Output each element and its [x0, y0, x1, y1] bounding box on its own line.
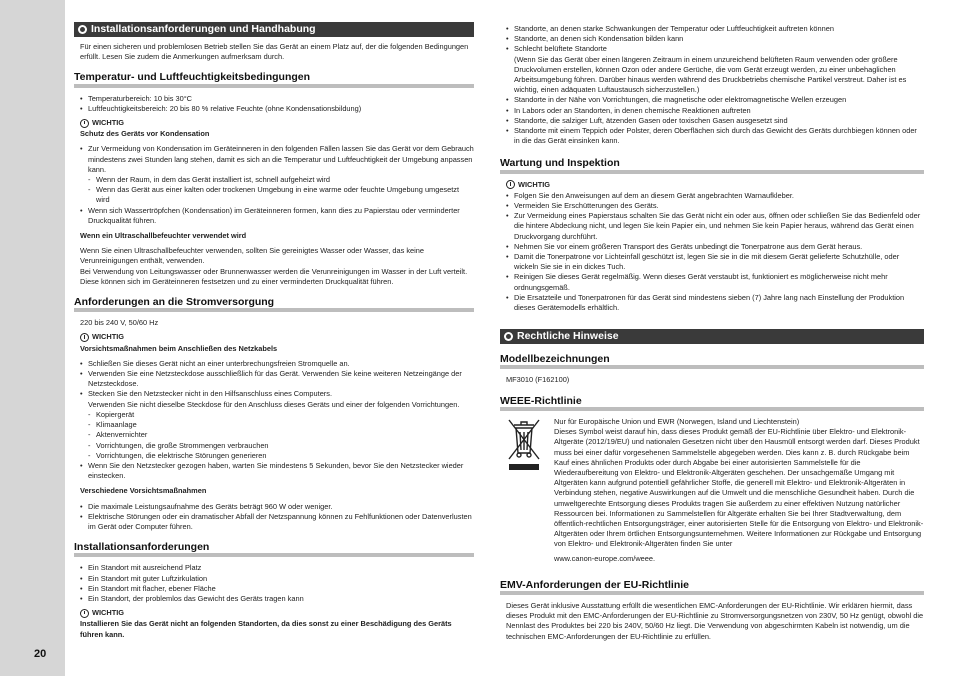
list-item: • Temperaturbereich: 10 bis 30°C — [88, 94, 474, 104]
list-item: • Verwenden Sie eine Netzsteckdose ausschließlich für das Gerät. Verwenden Sie keine weiteren Netzeingänge der Netzsteckdose. — [88, 369, 474, 389]
power-subheading-2: Verschiedene Vorsichtsmaßnahmen — [80, 486, 207, 496]
list-item: • Reinigen Sie dieses Gerät regelmäßig. Wenn dieses Gerät verstaubt ist, funktioniert es möglicherweise nicht mehr ordnungsgemäß. — [514, 272, 924, 292]
warn-subheading: Schutz des Geräts vor Kondensation — [80, 129, 210, 139]
maintenance-heading: Wartung und Inspektion — [500, 158, 924, 173]
power-heading: Anforderungen an die Stromversorgung — [74, 297, 474, 312]
list-item: - Kopiergerät — [96, 410, 474, 420]
list-item-text: Stecken Sie den Netzstecker nicht in den Hilfsanschluss eines Computers. — [88, 389, 333, 399]
list-item: - Wenn das Gerät aus einer kalten oder trockenen Umgebung in eine warme oder feuchte Umgebung umgesetzt wird — [96, 185, 474, 205]
list-item: • Luftfeuchtigkeitsbereich: 20 bis 80 % relative Feuchte (ohne Kondensationsbildung) — [88, 104, 474, 114]
list-item: • Standorte in der Nähe von Vorrichtungen, die magnetische oder elektromagnetische Wellen erzeugen — [514, 95, 924, 105]
list-item: - Vorrichtungen, die große Strommengen verbrauchen — [96, 441, 474, 451]
section-title: Installationsanforderungen und Handhabung — [91, 23, 316, 35]
ventilation-note: (Wenn Sie das Gerät über einen längeren Zeitraum in einem unzureichend belüfteten Raum verwenden oder größere Druckvolumen erstellen, können Ozon oder andere Gerüche, die vom Gerät erzeugt werden, zu einer unbehaglichen Arbeitsumgebung führen. Darüber hinaus werden während des Druckbetriebs chemische Partikel verstreut. Daher ist es wichtig, einen adäquaten Luftaustausch sicherzustellen.) — [514, 54, 907, 95]
important-label — [80, 118, 474, 128]
list-item: • Standorte, die salziger Luft, ätzenden Gasen oder toxischen Gasen ausgesetzt sind — [514, 116, 924, 126]
section-header — [500, 329, 924, 344]
important-text: WICHTIG — [92, 332, 125, 342]
list-item — [514, 44, 924, 95]
list-item: - Aktenvernichter — [96, 430, 474, 440]
weee-line-1: Nur für Europäische Union und EWR (Norwegen, Island und Liechtenstein) — [554, 416, 800, 426]
warning-icon — [506, 180, 515, 189]
list-item: • Damit die Tonerpatrone vor Lichteinfall geschützt ist, legen Sie sie in die mit diesem Gerät gelieferte Schutzhülle, oder wickeln Sie sie in ein dickes Tuch. — [514, 252, 924, 272]
emc-text: Dieses Gerät inklusive Ausstattung erfüllt die wesentlichen EMC-Anforderungen der EU-Richtlinie. Wir erklären hiermit, dass dieses Produkt mit den EMC-Anforderungen der EU-Richtlinie zu Stromversorgungsnetzen von 230V, 50 Hz genügt, obwohl die Nennlast des Produktes bei 220 bis 240V, 50/60 Hz liegt. Die Verwendung von abgeschirmten Kabeln ist notwendig, um die technischen EMC-Anforderungen der EU-Richtlinie zu erfüllen. — [506, 600, 924, 641]
crossed-bin-icon — [506, 417, 542, 564]
power-dash-list — [74, 410, 474, 461]
warning-icon — [80, 609, 89, 618]
weee-body: Dieses Symbol weist darauf hin, dass dieses Produkt gemäß der EU-Richtlinie über Elektro- und Elektronik-Altgeräte (2012/19/EU) und nationalen Gesetzen nicht über den Hausmüll entsorgt werden darf. Dieses Produkt muss bei einer dafür vorgesehenen Sammelstelle abgegeben werden. Dies kann z. B. durch Rückgabe beim Kauf eines ähnlichen Produkts oder durch Abgabe bei einer autorisierten Sammelstelle für die Wiederaufbereitung von Elektro- und Elektronik-Altgeräten geschehen. Der unsachgemäße Umgang mit Altgeräten kann aufgrund potentiell gefährlicher Stoffe, die generell mit Elektro- und Elektronik-Altgeräten in Verbindung stehen, negative Auswirkungen auf die Umwelt und die menschliche Gesundheit haben. Durch die umweltgerechte Entsorgung dieses Produkts tragen Sie außerdem zu einer effektiven Nutzung natürlicher Ressourcen bei. Informationen zu Sammelstellen für Altgeräte erhalten Sie bei Ihrer Stadtverwaltung, dem öffentlich-rechtlichen Entsorgungsträger, einer autorisierten Stelle für die Entsorgung von Elektro- und Elektronik-Altgeräten oder Ihrem örtlichen Entsorgungsunternehmen. Weitere Informationen zur Rückgabe und Entsorgung von Elektro- und Elektronik-Altgeräten finden Sie unter — [554, 427, 924, 549]
list-item: • Vermeiden Sie Erschütterungen des Geräts. — [514, 201, 924, 211]
list-item: • Nehmen Sie vor einem größeren Transport des Geräts unbedingt die Tonerpatrone aus dem Gerät heraus. — [514, 242, 924, 252]
page-margin-strip — [0, 0, 65, 676]
right-column — [500, 24, 924, 642]
list-item: - Klimaanlage — [96, 420, 474, 430]
list-item: • Ein Standort mit guter Luftzirkulation — [88, 574, 474, 584]
list-item: • Folgen Sie den Anweisungen auf dem an diesem Gerät angebrachten Warnaufkleber. — [514, 191, 924, 201]
list-item: • Wenn Sie den Netzstecker gezogen haben, warten Sie mindestens 5 Sekunden, bevor Sie den Netzstecker wieder einstecken. — [88, 461, 474, 481]
bullet-circle-icon — [504, 332, 513, 341]
maintenance-list — [500, 191, 924, 313]
list-item: • Wenn sich Wassertröpfchen (Kondensation) im Geräteinneren formen, kann dies zu Papierstau oder verminderter Druckqualität führen. — [88, 206, 474, 226]
install-warn-text: Installieren Sie das Gerät nicht an folgenden Standorten, da dies sonst zu einer Beschädigung des Geräts führen kann. — [80, 619, 452, 639]
important-text: WICHTIG — [92, 608, 125, 618]
temp-warn-list-2 — [74, 206, 474, 226]
list-item — [88, 389, 474, 409]
install-list — [74, 563, 474, 604]
list-item: • Ein Standort mit ausreichend Platz — [88, 563, 474, 573]
temp-dash-list — [74, 175, 474, 206]
page-number: 20 — [34, 648, 47, 660]
temp-heading: Temperatur- und Luftfeuchtigkeitsbedingungen — [74, 72, 474, 87]
intro-text: Für einen sicheren und problemlosen Betrieb stellen Sie das Gerät an einem Platz auf, der die folgenden Bedingungen erfüllt. Lesen Sie zudem die Anmerkungen aufmerksam durch. — [80, 42, 469, 62]
ultra-subheading: Wenn ein Ultraschallbefeuchter verwendet wird — [80, 231, 247, 241]
model-text: MF3010 (F162100) — [506, 375, 570, 385]
list-item: • Die maximale Leistungsaufnahme des Geräts beträgt 960 W oder weniger. — [88, 502, 474, 512]
list-item: • Zur Vermeidung von Kondensation im Geräteinneren in den folgenden Fällen lassen Sie das Gerät vor dem Gebrauch mindestens zwei Stunden lang stehen, damit es sich an die Temperatur und Luftfeuchtigkeit der Umgebung anpassen kann. — [88, 144, 474, 175]
bullet-circle-icon — [78, 25, 87, 34]
power-list-after — [74, 461, 474, 481]
important-text: WICHTIG — [518, 179, 551, 189]
section-title: Rechtliche Hinweise — [517, 330, 619, 343]
list-item-text: Verwenden Sie nicht dieselbe Steckdose für den Anschluss dieses Geräts und einer der folgenden Vorrichtungen. — [88, 399, 460, 409]
list-item: • Ein Standort, der problemlos das Gewicht des Geräts tragen kann — [88, 594, 474, 604]
temp-list — [74, 94, 474, 114]
weee-block — [506, 417, 924, 564]
important-label — [80, 332, 474, 342]
emc-heading: EMV-Anforderungen der EU-Richtlinie — [500, 580, 924, 595]
power-list-2 — [74, 502, 474, 533]
left-column — [74, 22, 474, 640]
model-heading: Modellbezeichnungen — [500, 354, 924, 369]
list-item: - Vorrichtungen, die elektrische Störungen generieren — [96, 451, 474, 461]
list-item: • Die Ersatzteile und Tonerpatronen für das Gerät sind mindestens sieben (7) Jahre lang nach Einstellung der Produktion dieses Gerätemodells erhältlich. — [514, 293, 924, 313]
list-item: • In Labors oder an Standorten, in denen chemische Reaktionen auftreten — [514, 106, 924, 116]
ultra-text-2: Bei Verwendung von Leitungswasser oder Brunnenwasser werden die Verunreinigungen im Wasser in der Luft verteilt. Diese können sich im Geräteinneren festsetzen und zu einer verminderten Druckqualität führen. — [80, 266, 468, 286]
list-item: • Standorte, an denen sich Kondensation bilden kann — [514, 34, 924, 44]
ultra-text-1: Wenn Sie einen Ultraschallbefeuchter verwenden, sollten Sie gereinigtes Wasser oder Wasser, das keine Verunreinigungen enthält, verwenden. — [80, 246, 424, 266]
important-label — [506, 180, 924, 190]
temp-warn-list — [74, 144, 474, 175]
section-header — [74, 22, 474, 37]
list-item: - Wenn der Raum, in dem das Gerät installiert ist, schnell aufgeheizt wird — [96, 175, 474, 185]
power-subheading-1: Vorsichtsmaßnahmen beim Anschließen des Netzkabels — [80, 343, 278, 353]
weee-heading: WEEE-Richtlinie — [500, 396, 924, 411]
list-item-text: Schlecht belüftete Standorte — [514, 44, 607, 54]
list-item: • Standorte, an denen starke Schwankungen der Temperatur oder Luftfeuchtigkeit auftreten können — [514, 24, 924, 34]
locations-list — [500, 24, 924, 146]
warning-icon — [80, 333, 89, 342]
weee-text — [554, 417, 924, 564]
power-list-1 — [74, 359, 474, 410]
install-heading: Installationsanforderungen — [74, 542, 474, 557]
important-text: WICHTIG — [92, 118, 125, 128]
list-item: • Schließen Sie dieses Gerät nicht an einer unterbrechungsfreien Stromquelle an. — [88, 359, 474, 369]
list-item: • Standorte mit einem Teppich oder Polster, deren Oberflächen sich durch das Gewicht des Geräts durchbiegen können oder in die das Gerät einsinken kann. — [514, 126, 924, 146]
weee-url[interactable]: www.canon-europe.com/weee. — [554, 553, 656, 563]
list-item: • Zur Vermeidung eines Papierstaus schalten Sie das Gerät nicht ein oder aus, öffnen oder schließen Sie das Bedienfeld oder die hintere Abdeckung nicht, und legen Sie kein Papier ein, und nehmen Sie kein Papier heraus, während das Gerät einen Druckvorgang durchführt. — [514, 211, 924, 242]
important-label — [80, 608, 474, 618]
list-item: • Ein Standort mit flacher, ebener Fläche — [88, 584, 474, 594]
voltage-text: 220 bis 240 V, 50/60 Hz — [80, 318, 159, 328]
list-item: • Elektrische Störungen oder ein dramatischer Abfall der Netzspannung können zu Fehlfunktionen oder Datenverlusten im Gerät oder Computer führen. — [88, 512, 474, 532]
warning-icon — [80, 119, 89, 128]
